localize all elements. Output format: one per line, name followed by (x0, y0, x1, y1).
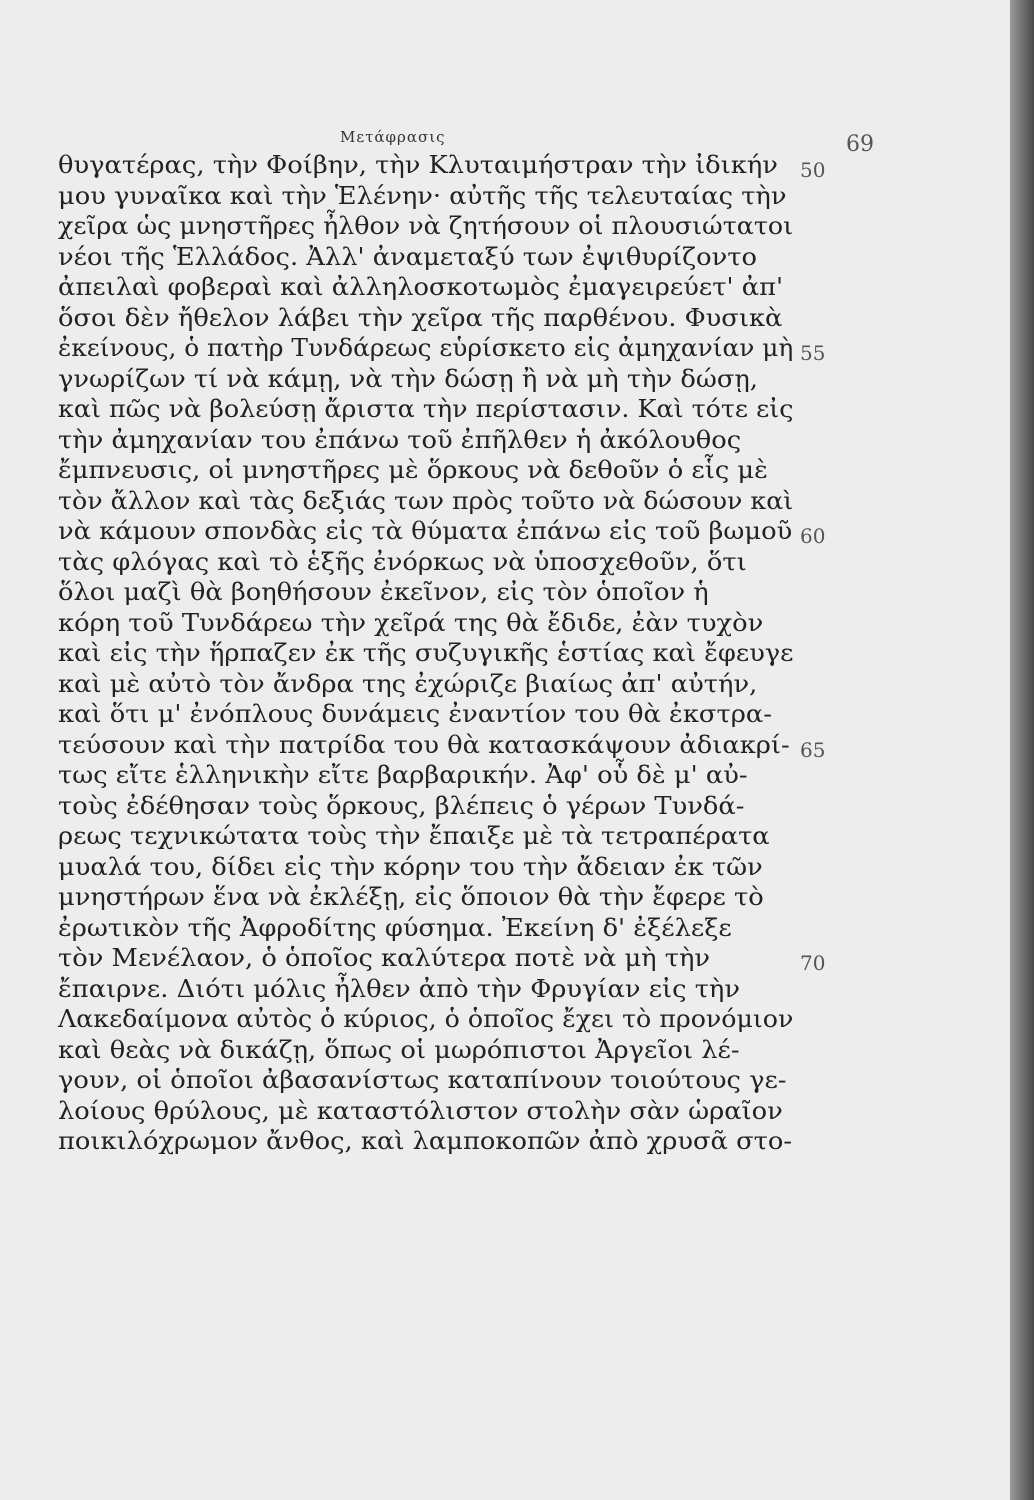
text-line: καὶ πῶς νὰ βολεύσῃ ἄριστα τὴν περίστασιν. Καὶ τότε εἰς (58, 394, 794, 423)
text-line: ὅσοι δὲν ἤθελον λάβει τὴν χεῖρα τῆς παρθένου. Φυσικὰ (58, 302, 783, 332)
text-line: γουν, οἱ ὁποῖοι ἀβασανίστως καταπίνουν τοιούτους γε- (58, 1065, 787, 1094)
text-line: Λακεδαίμονα αὐτὸς ὁ κύριος, ὁ ὁποῖος ἔχει τὸ προνόμιον (58, 1004, 794, 1033)
text-line: ἀπειλαὶ φοβεραὶ καὶ ἀλληλοσκοτωμὸς ἐμαγειρεύετ' ἀπ' (58, 272, 784, 301)
text-line: μου γυναῖκα καὶ τὴν Ἑλένην· αὐτῆς τῆς τελευταίας τὴν (58, 180, 787, 210)
text-line: μνηστήρων ἕνα νὰ ἐκλέξῃ, εἰς ὅποιον θὰ τὴν ἔφερε τὸ (58, 882, 764, 911)
text-line: τεύσουν καὶ τὴν πατρίδα του θὰ κατασκάψουν ἀδιακρί- (58, 729, 790, 759)
text-line: καὶ ὅτι μ' ἐνόπλους δυνάμεις ἐναντίον του θὰ ἐκστρα- (58, 699, 772, 728)
text-line: ἔπαιρνε. Διότι μόλις ἦλθεν ἀπὸ τὴν Φρυγίαν εἰς τὴν (58, 973, 740, 1003)
text-line: τὰς φλόγας καὶ τὸ ἑξῆς ἐνόρκως νὰ ὑποσχεθοῦν, ὅτι (58, 546, 747, 576)
text-line: ἐρωτικὸν τῆς Ἀφροδίτης φύσημα. Ἐκείνη δ' ἐξέλεξε (58, 912, 732, 942)
running-head: Μετάφρασις (340, 128, 446, 146)
text-line: ποικιλόχρωμον ἄνθος, καὶ λαμποκοπῶν ἀπὸ χρυσᾶ στο- (58, 1126, 793, 1155)
text-line: μυαλά του, δίδει εἰς τὴν κόρην του τὴν ἄδειαν ἐκ τῶν (58, 851, 763, 881)
text-line: ρεως τεχνικώτατα τοὺς τὴν ἔπαιξε μὲ τὰ τετραπέρατα (58, 821, 770, 850)
margin-line-number: 60 (800, 524, 826, 548)
text-line: ὅλοι μαζὶ θὰ βοηθήσουν ἐκεῖνον, εἰς τὸν ὁποῖον ἡ (58, 577, 709, 606)
text-line: τως εἴτε ἑλληνικὴν εἴτε βαρβαρικήν. Ἀφ' οὗ δὲ μ' αὐ- (58, 760, 748, 789)
text-line: καὶ εἰς τὴν ἥρπαζεν ἐκ τῆς συζυγικῆς ἑστίας καὶ ἔφευγε (58, 638, 794, 667)
margin-line-number: 70 (800, 951, 826, 975)
margin-line-number: 55 (800, 341, 826, 365)
text-line: καὶ μὲ αὐτὸ τὸν ἄνδρα της ἐχώριζε βιαίως ἀπ' αὐτήν, (58, 668, 758, 698)
text-line: νὰ κάμουν σπονδὰς εἰς τὰ θύματα ἐπάνω εἰς τοῦ βωμοῦ (58, 516, 793, 545)
page-number: 69 (846, 132, 874, 157)
text-line: χεῖρα ὡς μνηστῆρες ἦλθον νὰ ζητήσουν οἱ πλουσιώτατοι (58, 211, 794, 240)
text-line: λοίους θρύλους, μὲ καταστόλιστον στολὴν σὰν ὡραῖον (58, 1095, 783, 1125)
text-line: τὸν ἄλλον καὶ τὰς δεξιάς των πρὸς τοῦτο νὰ δώσουν καὶ (58, 485, 794, 515)
text-line: ἔμπνευσις, οἱ μνηστῆρες μὲ ὅρκους νὰ δεθοῦν ὁ εἷς μὲ (58, 455, 768, 484)
text-line: τοὺς ἐδέθησαν τοὺς ὅρκους, βλέπεις ὁ γέρων Τυνδά- (58, 790, 745, 820)
text-line: νέοι τῆς Ἑλλάδος. Ἀλλ' ἀναμεταξύ των ἐψιθυρίζοντο (58, 241, 757, 271)
text-line: τὸν Μενέλαον, ὁ ὁποῖος καλύτερα ποτὲ νὰ μὴ τὴν (58, 943, 711, 972)
margin-line-number: 50 (800, 158, 826, 182)
text-line: καὶ θεὰς νὰ δικάζῃ, ὅπως οἱ μωρόπιστοι Ἀργεῖοι λέ- (58, 1034, 740, 1064)
book-binding-edge (1010, 0, 1034, 1500)
text-line: τὴν ἀμηχανίαν του ἐπάνω τοῦ ἐπῆλθεν ἡ ἀκόλουθος (58, 424, 742, 454)
margin-line-number: 65 (800, 737, 826, 762)
text-line: γνωρίζων τί νὰ κάμῃ, νὰ τὴν δώσῃ ἢ νὰ μὴ τὴν δώσῃ, (58, 363, 758, 393)
text-line: ἐκείνους, ὁ πατὴρ Τυνδάρεως εὑρίσκετο εἰς ἀμηχανίαν μὴ (58, 333, 794, 362)
text-line: θυγατέρας, τὴν Φοίβην, τὴν Κλυταιμήστραν τὴν ἰδικήν (58, 150, 778, 179)
text-line: κόρη τοῦ Τυνδάρεω τὴν χεῖρά της θὰ ἔδιδε, ἐὰν τυχὸν (58, 607, 764, 637)
